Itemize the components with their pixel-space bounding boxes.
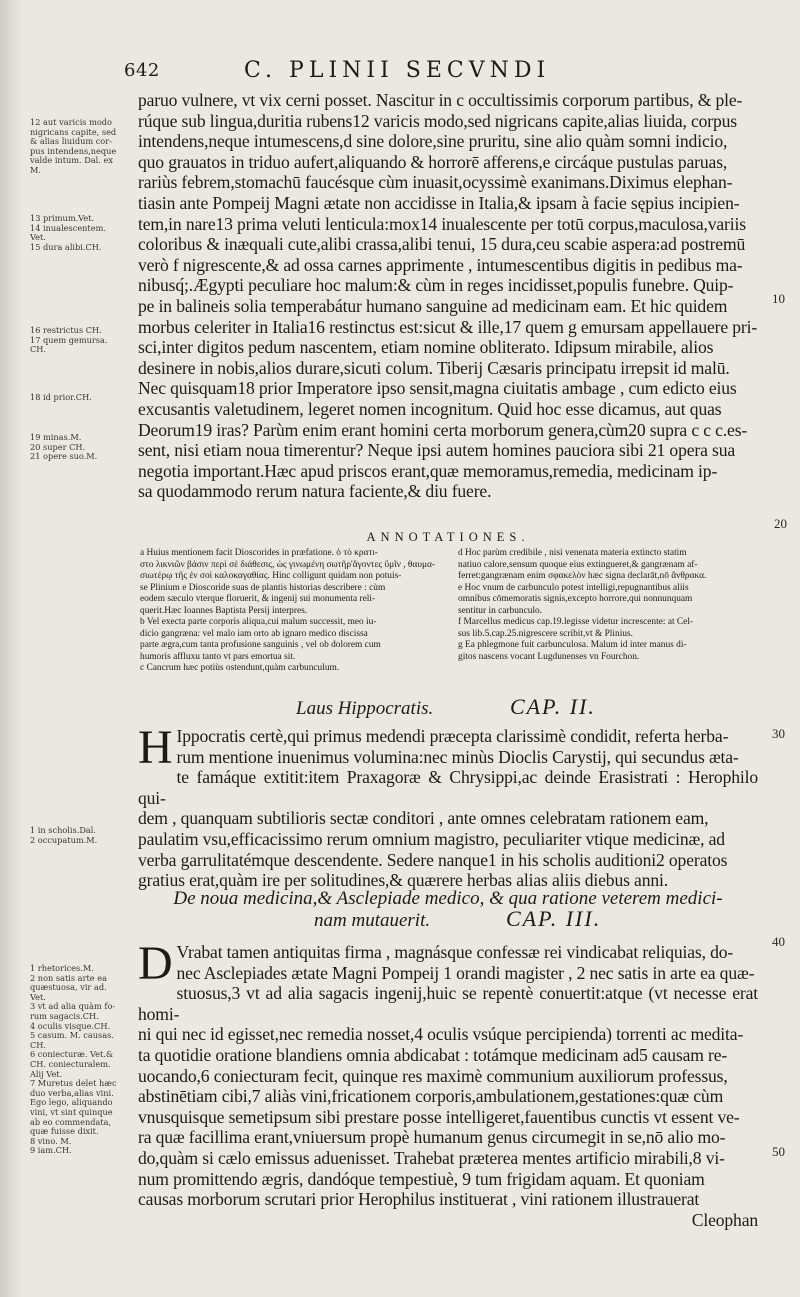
- margin-note: 1 rhetorices.M.: [30, 963, 94, 973]
- margin-note: 1 in scholis.Dal.: [30, 825, 97, 835]
- annotation-line: se Plinium e Dioscoride suas de plantis historias describere : cùm: [140, 582, 386, 593]
- margin-note: CH.: [30, 344, 47, 355]
- annotations-title: ANNOTATIONES.: [366, 530, 530, 544]
- margin-note: valde intum. Dal. ex: [30, 155, 113, 166]
- annotations-left-column: [140, 548, 440, 675]
- text-line: Vrabat tamen antiquitas firma , magnásque confessæ rei vindicabat reliquias, do-: [176, 942, 734, 962]
- margin-note: 20 super CH.: [30, 441, 86, 452]
- margin-notes-group-1: [30, 118, 130, 176]
- text-line: sci,inter digitos pedum nascentem, etiam nomine obliterato. Idipsum mirabile, alios: [138, 337, 714, 358]
- chapter-3-number: CAP. III.: [506, 906, 602, 931]
- annotation-line: humoris affluxu tanto vt pars emortua sit.: [140, 651, 296, 662]
- annotation-line: eodem sæculo vterque floruerit, & ingenij sui monumenta reli-: [140, 594, 376, 604]
- chapter-2-title: Laus Hippocratis.: [296, 698, 434, 719]
- annotation-line: omnibus cōmemoratis signis,excepto horrore,qui nonnunquam: [458, 594, 693, 604]
- annotation-line: querit.Hæc Ioannes Baptista Persij interpres.: [140, 605, 308, 616]
- margin-note: pus intendens,neque: [30, 145, 117, 156]
- margin-note: rum sagacis.CH.: [30, 1010, 99, 1021]
- annotation-line: ferret:gangrænam enim σφακελὸν hæc signa declarāt,nō ἄνθρακα.: [458, 571, 707, 581]
- text-line: nec Asclepiades ætate Magni Pompeij 1 orandi magister , 2 nec satis in arte ea quæ-: [176, 962, 755, 983]
- margin-note: Alij Vet.: [30, 1068, 63, 1079]
- text-line: verò f nigrescente,& ad ossa carnes apprimente , intumescentibus digitis in pedibus ma-: [138, 254, 743, 275]
- margin-note: Vet.: [30, 991, 46, 1002]
- margin-notes-group-4: [30, 393, 130, 403]
- text-line: ni qui nec id egisset,nec remedia nosset,4 oculis vsúque percipienda) torrenti ac medita-: [138, 1024, 744, 1045]
- text-line: te famáque extitit:item Praxagoræ & Chrysippi,ac deinde Erasistrati : Herophilo qui-: [138, 767, 758, 808]
- text-line: paruo vulnere, vt vix cerni posset. Nascitur in c occultissimis corporum partibus, & ple-: [138, 90, 743, 110]
- margin-note: quæstuosa, vir ad.: [30, 982, 107, 993]
- margin-note: 5 casum. M. causas.: [30, 1030, 114, 1041]
- margin-note: 2 occupatum.M.: [30, 834, 98, 845]
- margin-note: 4 oculis visque.CH.: [30, 1020, 111, 1031]
- margin-note: vini, vt sint quinque: [30, 1106, 113, 1117]
- text-line: rariùs febrem,stomachū faucésque cùm inuasit,ocyssimè exanimans.Diximus elephan-: [138, 172, 733, 193]
- drop-cap: H: [138, 721, 173, 774]
- text-line: Ippocratis certè,qui primus medendi præcepta clarissimè condidit, referta herba-: [176, 726, 729, 746]
- annotation-line: gitos nascens vocant Lugdunenses vn Fourchon.: [458, 651, 640, 662]
- text-line: nibusq́;.Ægypti peculiare hoc malum:& cùm in reges incidisset,populis funebre. Quip-: [138, 275, 734, 296]
- margin-note: Ego lego, aliquando: [30, 1097, 113, 1108]
- margin-note: 21 opere suo.M.: [30, 451, 98, 462]
- margin-note: 16 restrictus CH.: [30, 325, 102, 335]
- text-line: uocando,6 coniecturam fecit, quinque res maximè communium auxiliorum professus,: [138, 1065, 728, 1086]
- margin-note: M.: [30, 164, 41, 175]
- text-line: num promittendo ægris, dandóque tempestiuè, 9 tum frigidam aquam. Et quoniam: [138, 1168, 705, 1189]
- line-number-10: 10: [772, 291, 785, 306]
- chapter-3-title-line-1: De noua medicina,& Asclepiade medico, & qua ratione veterem medici-: [173, 888, 723, 909]
- chapter-3-title-row-2: [138, 906, 758, 932]
- margin-note: 15 dura alibi.CH.: [30, 241, 102, 252]
- margin-note: 6 coniecturæ. Vet.&: [30, 1049, 114, 1060]
- margin-note: 14 inualescentem.: [30, 222, 106, 233]
- text-line: tiasin ante Pompeij Magni ætate non accidisse in Italia,& ipsam à facie sępius incipien-: [138, 192, 740, 213]
- annotations-right-column: [458, 548, 758, 663]
- page-number: 642: [124, 60, 160, 81]
- margin-note: quæ fuisse dixit.: [30, 1126, 99, 1137]
- annotation-line: a Huius mentionem facit Dioscorides in præfatione. ὁ τὸ κρατι-: [140, 548, 378, 558]
- binding-shadow: [0, 0, 22, 1297]
- chapter-3-heading: [138, 888, 758, 932]
- text-line: paulatim vsu,efficacissimo rerum omnium magistro, peculiariter vtique medicinæ, ad: [138, 828, 725, 849]
- chapter-2-number: CAP. II.: [510, 694, 596, 719]
- text-line: do,quàm si cælo emissus aduenisset. Trahebat præterea mentes artificio mirabili,8 vi-: [138, 1147, 725, 1168]
- chapter-3-body: [138, 937, 758, 1230]
- text-line: gratius erat,quàm ire per solitudines,& quærere herbas alias aliis diebus anni.: [138, 870, 668, 891]
- text-line: morbus celeriter in Italia16 restinctus est:sicut & ille,17 quem g emursam appellauere pri-: [138, 316, 758, 337]
- margin-note: 9 iam.CH.: [30, 1145, 72, 1156]
- margin-note: & alias liuidum cor-: [30, 136, 112, 147]
- text-line: negotia important.Hæc apud priscos erant,quæ memoramus,remedia, medicinam ip-: [138, 460, 718, 481]
- margin-note: 3 vt ad alia quàm fo-: [30, 1001, 116, 1012]
- annotation-line: b Vel execta parte corporis aliqua,cui malum successit, meo iu-: [140, 617, 377, 627]
- margin-note: 12 aut varicis modo: [30, 117, 112, 127]
- margin-notes-group-5: [30, 433, 130, 462]
- margin-notes-group-6: [30, 826, 130, 845]
- text-line: tem,in nare13 prima veluti lenticula:mox14 inualescente per totū corpus,maculosa,variis: [138, 213, 746, 234]
- annotation-line: f Marcellus medicus cap.19.legisse videtur increscente: at Cel-: [458, 617, 694, 627]
- annotation-line: d Hoc parùm credibile , nisi venenata materia extincto statim: [458, 548, 687, 558]
- text-line: ra quæ facillima erant,vniuersum propè humanum genus circumegit in se,nō alio mo-: [138, 1127, 726, 1148]
- catchword: Cleophan: [691, 1209, 758, 1230]
- annotation-line: dicio gangræna: vel malo iam orto ab ignaro medico discissa: [140, 628, 368, 639]
- margin-notes-group-2: [30, 214, 130, 252]
- margin-note: nigricans capite, sed: [30, 126, 117, 137]
- text-line: desinere in nobis,alios durare,sicuti colum. Tiberij Cæsaris principatu irrepsit id malū.: [138, 357, 730, 378]
- text-line: vnusquisque semetipsum sibi prestare posse intelligeret,fauentibus cunctis vt essent ve-: [138, 1106, 740, 1127]
- text-line: quo grauatos in triduo aufert,aliquando & horrorē afferens,e circáque pustulas paruas,: [138, 151, 728, 172]
- margin-note: 19 minas.M.: [30, 432, 82, 442]
- text-line: verba garrulitatémque descendente. Sedere nanque1 in his scholis auditioni2 operatos: [138, 849, 728, 870]
- margin-note: 17 quem gemursa.: [30, 334, 108, 345]
- text-line: causas morborum scrutari prior Herophilus instituerat , vini rationem illustrauerat: [138, 1189, 700, 1210]
- text-line: rúque sub lingua,duritia rubens12 varicis modo,sed nigricans capite,alias liuida, corpus: [138, 110, 738, 131]
- text-line: dem , quanquam subtilioris sectæ conditori , ante omnes celebratam rationem eam,: [138, 808, 709, 829]
- chapter-2-body: [138, 721, 758, 891]
- margin-note: 8 vino. M.: [30, 1135, 72, 1146]
- margin-note: Vet.: [30, 232, 46, 243]
- margin-note: 2 non satis arte ea: [30, 972, 107, 983]
- margin-notes-group-3: [30, 326, 130, 355]
- text-line: stuosus,3 vt ad alia sagacis ingenij,huic se repentè conuertit:atque (vt necesse erat homi-: [138, 983, 758, 1024]
- text-line: abstinētiam cibi,7 aliàs vini,fricationem corporis,ambulationem,gestationes:quæ cùm: [138, 1086, 724, 1107]
- annotation-line: στο λικνιῶν βάσιν περὶ σὲ διάθεσις, ὡς γινωμένη σωτῆρ'ἄγοντες ὕμῖν , θαυμα-: [140, 559, 436, 570]
- margin-note: 13 primum.Vet.: [30, 213, 95, 223]
- drop-cap: D: [138, 937, 173, 990]
- margin-note: 7 Muretus delet hæc: [30, 1078, 117, 1089]
- text-line: rum mentione inuenimus volumina:nec minùs Dioclis Carystij, qui secundus æta-: [176, 746, 739, 767]
- annotation-line: sus lib.5.cap.25.nigrescere scribit,vt & Plinius.: [458, 628, 633, 639]
- text-line: Deorum19 iras? Parùm enim erant homini certa morborum genera,cùm20 supra c c c.es-: [138, 419, 748, 440]
- text-line: sent, nisi etiam noua timerentur? Neque ipsi autem homines pauciora sibi 21 opera sua: [138, 440, 736, 461]
- text-line: Nec quisquam18 prior Imperatore ipso sensit,magna ciuitatis ambage , cum edicto eius: [138, 378, 737, 399]
- margin-note: CH.: [30, 1039, 47, 1050]
- margin-note: ab eo commendata,: [30, 1116, 112, 1127]
- chapter-3-title-line-2: nam mutauerit.: [314, 910, 431, 931]
- annotation-line: sentitur in carbunculo.: [458, 605, 543, 616]
- margin-note: 18 id prior.CH.: [30, 392, 92, 402]
- text-line: intendens,neque intumescens,d sine dolore,sine pruritu, sine alio quàm somni indicio,: [138, 131, 728, 152]
- annotation-line: g Ea phlegmone fuit carbunculosa. Malum id inter manus di-: [458, 640, 687, 650]
- margin-note: CH. coniecturalem.: [30, 1058, 111, 1069]
- line-number-30: 30: [772, 726, 785, 741]
- annotation-line: c Cancrum hæc potiùs ostendunt,quàm carbunculum.: [140, 663, 340, 673]
- annotation-line: parte ægra,cum tanta profusione sanguinis , vel ob dolorem cum: [140, 640, 381, 650]
- annotation-line: e Hoc vnum de carbunculo potest intelligi,repugnantibus aliis: [458, 582, 689, 593]
- line-number-20: 20: [774, 516, 787, 531]
- text-line: pe in balineis solia temperabátur humano sanguine ad medicinam eam. Et hic quidem: [138, 295, 728, 316]
- text-line: excusantis valetudinem, legeret nomen incognitum. Quid hoc esse dicamus, aut quas: [138, 398, 722, 419]
- page-header: [124, 58, 784, 88]
- line-number-40: 40: [772, 934, 785, 949]
- annotation-line: natiuo calore,sensum quoque eius extingueret,& gangrænam af-: [458, 559, 698, 570]
- body-text-section-1: [138, 90, 758, 502]
- running-title: C. PLINII SECVNDI: [244, 58, 551, 83]
- line-number-50: 50: [772, 1144, 785, 1159]
- margin-note: duo verba,alias vini.: [30, 1087, 114, 1098]
- annotation-line: σιωτέρῳ τῆς ἐν σοὶ καλοκαγαθίας. Hinc colligunt quidam non potuis-: [140, 571, 402, 581]
- text-line: sa quodammodo rerum natura faciente,& diu fuere.: [138, 481, 492, 502]
- text-line: ta quotidie oratione blandiens omnia abdicabat : totámque medicinam ad5 causam re-: [138, 1044, 728, 1065]
- margin-notes-group-7: [30, 964, 130, 1156]
- text-line: coloribus & inæquali cute,alibi crassa,alibi tenui, 15 dura,ceu scabie aspera:ad postremū: [138, 234, 746, 255]
